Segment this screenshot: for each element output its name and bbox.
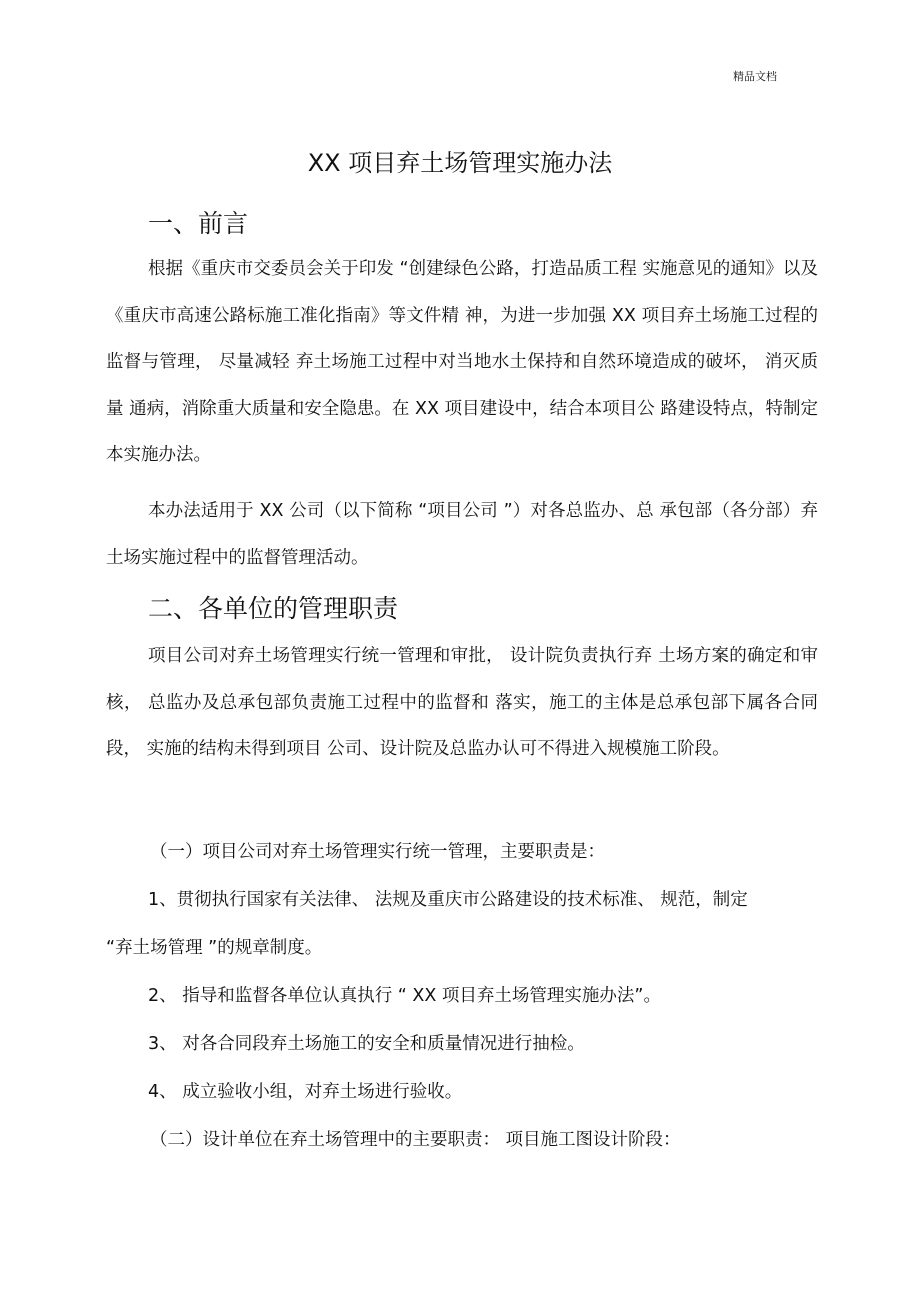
list-item-1-line2: “弃土场管理 ”的规章制度。 bbox=[106, 938, 323, 958]
section-heading-responsibilities: 二、各单位的管理职责 bbox=[148, 594, 399, 623]
list-item-4: 4、 成立验收小组，对弃土场进行验收。 bbox=[148, 1082, 463, 1102]
list-item-2: 2、 指导和监督各单位认真执行 “ XX 项目弃土场管理实施办法”。 bbox=[148, 986, 661, 1006]
section-heading-preface: 一、前言 bbox=[148, 209, 249, 238]
paragraph-responsibilities-overview: 项目公司对弃土场管理实行统一管理和审批， 设计院负责执行弃 土场方案的确定和审核， 总监办及总承包部负责施工过程中的监督和 落实，施工的主体是总承包部下属各合同段， 实施的结构未得到项目 公司、设计院及总监办认可不得进入规模施工阶段。 bbox=[106, 646, 818, 759]
page-header-tag: 精品文档 bbox=[733, 70, 777, 83]
list-item-1-line1: 1、贯彻执行国家有关法律、 法规及重庆市公路建设的技术标准、 规范，制定 bbox=[148, 890, 748, 910]
paragraph-preface-scope: 本办法适用于 XX 公司（以下简称 “项目公司 ”）对各总监办、总 承包部（各分部）弃土场实施过程中的监督管理活动。 bbox=[106, 501, 818, 568]
document-title: XX 项目弃土场管理实施办法 bbox=[307, 149, 613, 177]
list-item-3: 3、 对各合同段弃土场施工的安全和质量情况进行抽检。 bbox=[148, 1034, 585, 1054]
paragraph-preface-basis: 根据《重庆市交委员会关于印发 “创建绿色公路，打造品质工程 实施意见的通知》以及《重庆市高速公路标施工准化指南》等文件精 神，为进一步加强 XX 项目弃土场施工过程的监督与管理， 尽量减轻 弃土场施工过程中对当地水土保持和自然环境造成的破坏， 消灭质量 通病，消除重大质量和安全隐患。在 XX 项目建设中，结合本项目公 路建设特点，特制定本实施办法。 bbox=[106, 259, 818, 465]
subsection-design-unit: （二）设计单位在弃土场管理中的主要职责： 项目施工图设计阶段： bbox=[150, 1130, 681, 1150]
subsection-project-company: （一）项目公司对弃土场管理实行统一管理，主要职责是： bbox=[150, 842, 605, 862]
